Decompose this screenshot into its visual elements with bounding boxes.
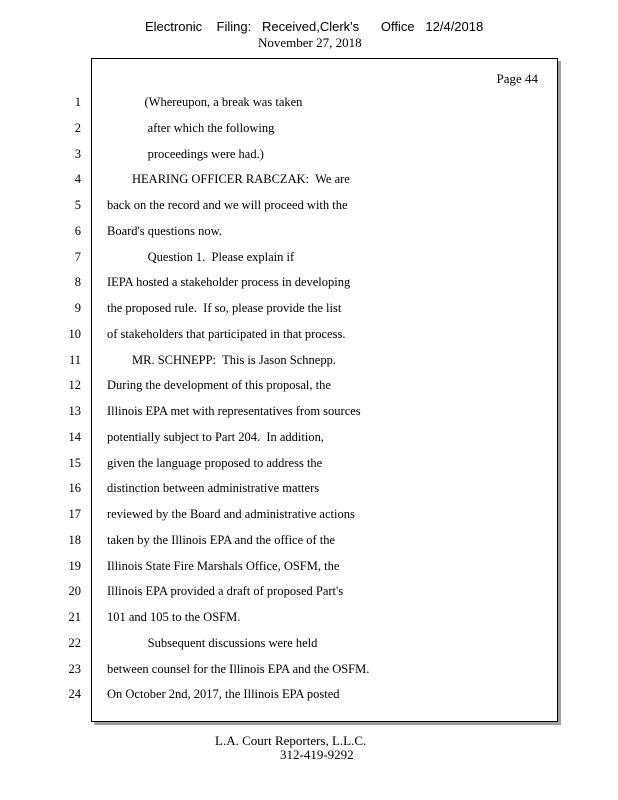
line-number: 8 xyxy=(74,275,81,290)
line-number: 6 xyxy=(74,223,81,238)
transcript-line-text: Question 1. Please explain if xyxy=(107,249,295,264)
transcript-line-text: the proposed rule. If so, please provide the list xyxy=(107,301,342,315)
line-number: 18 xyxy=(68,532,81,547)
line-number: 19 xyxy=(68,558,81,573)
transcript-line-text: distinction between administrative matters xyxy=(107,481,320,496)
line-number: 4 xyxy=(74,172,81,187)
line-number: 17 xyxy=(68,507,81,521)
transcript-line-text: MR. SCHNEPP: This is Jason Schnepp. xyxy=(107,352,336,367)
line-number: 15 xyxy=(68,455,81,470)
transcript-line-text: (Whereupon, a break was taken xyxy=(107,95,303,109)
line-number: 1 xyxy=(74,95,81,109)
transcript-line-text: reviewed by the Board and administrative actions xyxy=(107,507,355,521)
line-number: 22 xyxy=(68,635,81,650)
transcript-date: November 27, 2018 xyxy=(258,35,362,50)
transcript-line-text: IEPA hosted a stakeholder process in developing xyxy=(107,275,351,290)
transcript-line-text: On October 2nd, 2017, the Illinois EPA posted xyxy=(107,687,340,702)
transcript-line-text: between counsel for the Illinois EPA and the OSFM. xyxy=(107,661,370,676)
line-number: 20 xyxy=(68,584,81,599)
transcript-line-text: after which the following xyxy=(107,120,275,135)
line-number: 10 xyxy=(68,326,81,341)
page-number: Page 44 xyxy=(496,71,538,86)
line-number: 21 xyxy=(68,610,81,624)
transcript-line-text: Board's questions now. xyxy=(107,223,222,238)
transcript-line-text: 101 and 105 to the OSFM. xyxy=(107,610,241,624)
line-number: 7 xyxy=(74,249,81,264)
line-number: 23 xyxy=(68,661,81,676)
line-number: 14 xyxy=(68,429,81,444)
court-reporter-phone: 312-419-9292 xyxy=(280,747,354,762)
transcript-line-text: given the language proposed to address the xyxy=(107,455,323,470)
transcript-line-text: Subsequent discussions were held xyxy=(107,635,318,650)
line-number: 5 xyxy=(74,198,81,212)
transcript-line-text: HEARING OFFICER RABCZAK: We are xyxy=(107,172,350,187)
transcript-line-text: potentially subject to Part 204. In addition, xyxy=(107,429,324,444)
transcript-line-text: Illinois State Fire Marshals Office, OSFM, the xyxy=(107,558,340,573)
line-number: 16 xyxy=(68,481,81,496)
transcript-line-text: back on the record and we will proceed with the xyxy=(107,198,348,212)
court-reporter-name: L.A. Court Reporters, L.L.C. xyxy=(215,733,367,748)
line-number: 24 xyxy=(68,687,81,702)
line-number: 11 xyxy=(68,352,81,367)
transcript-line-text: taken by the Illinois EPA and the office of the xyxy=(107,532,336,547)
line-number: 13 xyxy=(68,404,81,418)
transcript-line-text: During the development of this proposal, the xyxy=(107,378,331,393)
line-number: 2 xyxy=(74,120,81,135)
transcript-line-text: Illinois EPA met with representatives from sources xyxy=(107,404,361,418)
line-number: 12 xyxy=(68,378,81,393)
transcript-line-text: proceedings were had.) xyxy=(107,146,264,161)
transcript-line-text: of stakeholders that participated in that process. xyxy=(107,326,346,341)
transcript-line-text: Illinois EPA provided a draft of proposed Part's xyxy=(107,584,344,599)
filing-stamp: Electronic Filing: Received,Clerk's Office 12/4/2018 xyxy=(145,19,484,34)
line-number: 9 xyxy=(74,301,81,315)
line-number: 3 xyxy=(74,146,81,161)
